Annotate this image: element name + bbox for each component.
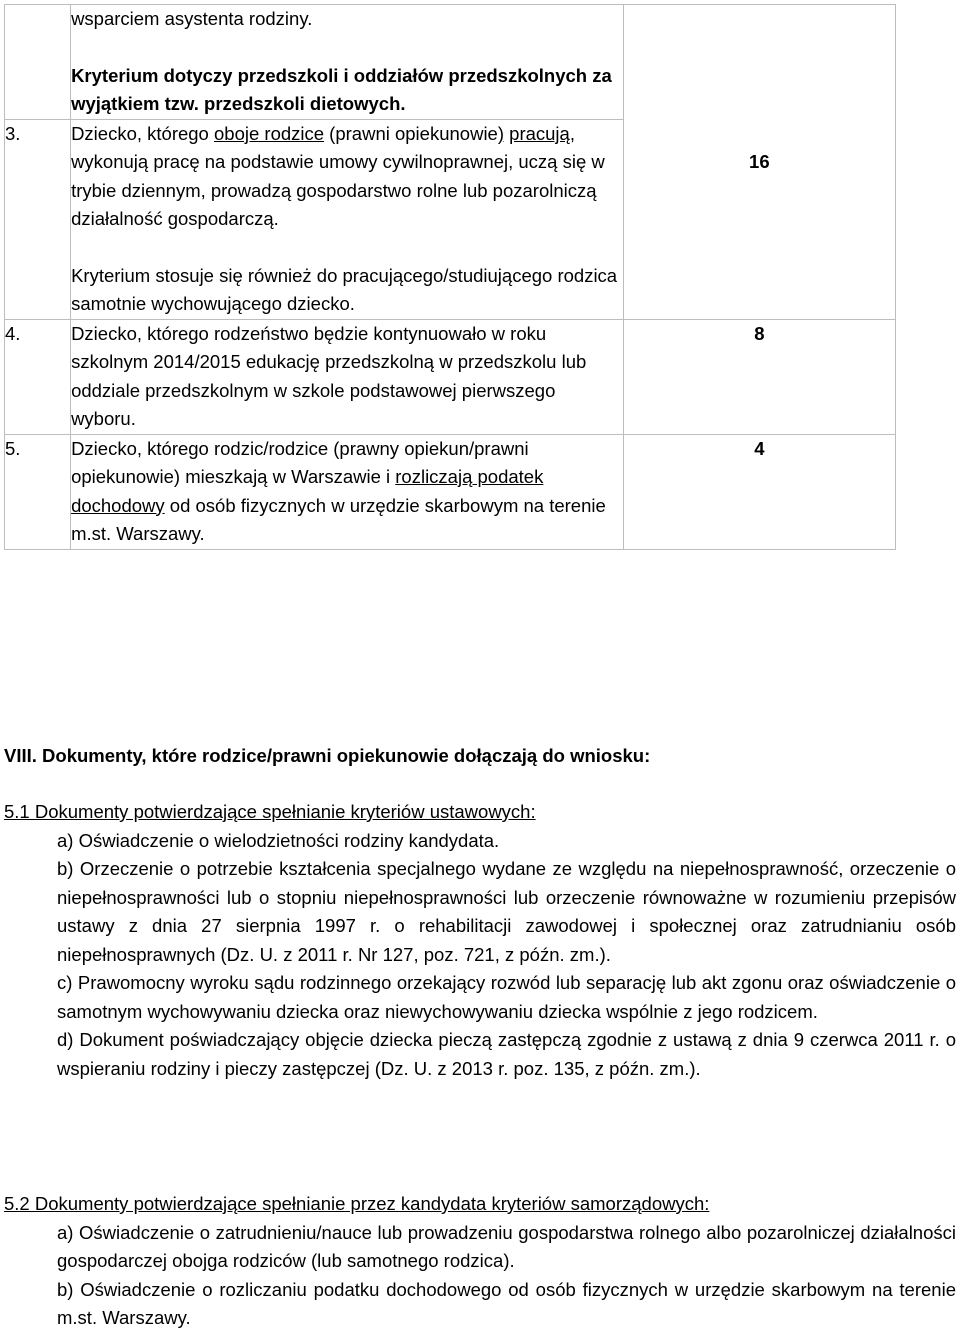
criterion-3-text: Dziecko, którego oboje rodzice (prawni opiekunowie) pracują, wykonują pracę na podstawie umowy cywilnoprawnej, uczą się w trybie dziennym, prowadzą gospodarstwo rolne lub pozarolniczą działalność gospodarczą. [71,122,605,229]
section-viii [4,742,956,771]
row-number [5,5,71,120]
criterion-text [71,119,624,319]
section-5-2-heading: 5.2 Dokumenty potwierdzające spełnianie przez kandydata kryteriów samorządowych: [4,1193,710,1214]
points-value: 16 [749,151,770,172]
points-value: 8 [623,319,895,434]
list-item: c) Prawomocny wyroku sądu rodzinnego orzekający rozwód lub separację lub akt zgonu oraz oświadczenie o samotnym wychowywaniu dziecka oraz niewychowywaniu dziecka wspólnie z jego rodzicem. [57,972,956,1022]
section-5-1-heading: 5.1 Dokumenty potwierdzające spełnianie kryteriów ustawowych: [4,801,536,822]
section-5-2-list [4,1219,956,1333]
criterion-continuation: wsparciem asystenta rodziny. [71,8,313,29]
row-number: 5. [5,434,71,549]
list-item: b) Orzeczenie o potrzebie kształcenia specjalnego wydane ze względu na niepełnosprawność, orzeczenie o niepełnosprawności lub o stopniu niepełnosprawności lub orzeczenie równoważne w rozumieniu przepisów ustawy z dnia 27 sierpnia 1997 r. o rehabilitacji zawodowej i społecznej oraz zatrudnianiu osób niepełnosprawnych (Dz. U. z 2011 r. Nr 127, poz. 721, z późn. zm.). [57,858,956,965]
criteria-table [4,4,896,550]
table-row [5,319,896,434]
points-value: 4 [623,434,895,549]
list-item: a) Oświadczenie o wielodzietności rodziny kandydata. [57,829,500,851]
table-row [5,434,896,549]
row-number: 4. [5,319,71,434]
row-number: 3. [5,119,71,319]
section-5-1 [4,798,956,1083]
list-item: b) Oświadczenie o rozliczaniu podatku dochodowego od osób fizycznych w urzędzie skarbowym na terenie m.st. Warszawy. [57,1278,956,1328]
section-5-2 [4,1190,956,1333]
section-viii-title: VIII. Dokumenty, które rodzice/prawni opiekunowie dołączają do wniosku: [4,745,651,766]
criterion-4-text: Dziecko, którego rodzeństwo będzie kontynuowało w roku szkolnym 2014/2015 edukację przedszkolną w przedszkolu lub oddziale przedszkolnym w szkole podstawowej pierwszego wyboru. [71,319,624,434]
list-item: d) Dokument poświadczający objęcie dziecka pieczą zastępczą zgodnie z ustawą z dnia 9 czerwca 2011 r. o wspieraniu rodziny i pieczy zastępczej (Dz. U. z 2013 r. poz. 135, z późn. zm.). [57,1029,956,1079]
criterion-note-bold: Kryterium dotyczy przedszkoli i oddziałów przedszkolnych za wyjątkiem tzw. przedszkoli dietowych. [71,64,612,114]
table-row [5,5,896,120]
criterion-5-text: Dziecko, którego rodzic/rodzice (prawny opiekun/prawni opiekunowie) mieszkają w Warszawie i rozliczają podatek dochodowy od osób fizycznych w urzędzie skarbowym na terenie m.st. Warszawy. [71,434,624,549]
points-cell [623,5,895,320]
section-5-1-list [4,827,956,1084]
criterion-text [71,5,624,120]
list-item: a) Oświadczenie o zatrudnieniu/nauce lub prowadzeniu gospodarstwa rolnego albo pozarolniczej działalności gospodarczej obojga rodziców (lub samotnego rodzica). [57,1221,956,1271]
criterion-3-note: Kryterium stosuje się również do pracującego/studiującego rodzica samotnie wychowującego dziecko. [71,264,618,314]
